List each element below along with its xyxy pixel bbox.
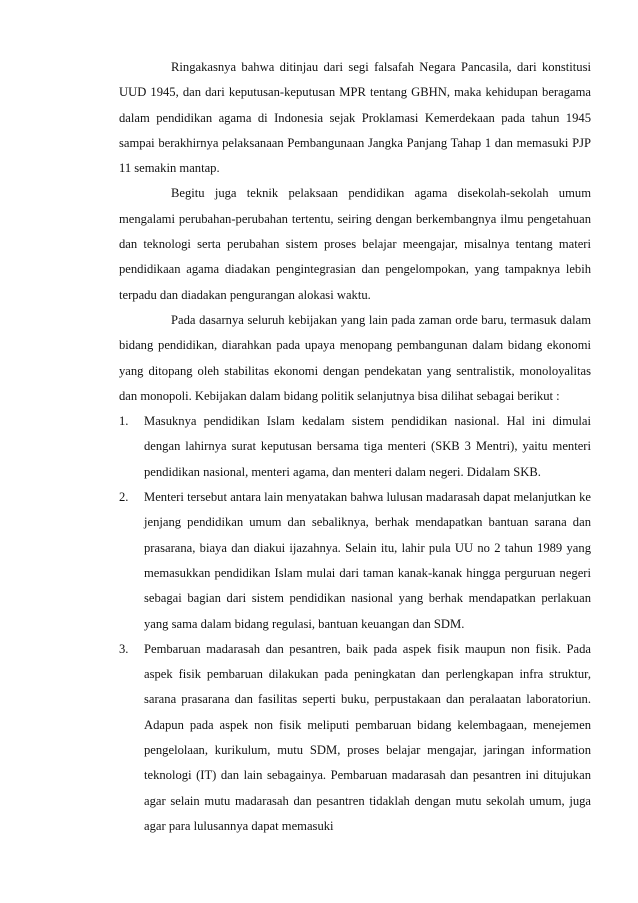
list-number-2: 2.	[119, 490, 129, 505]
list-text-2: Menteri tersebut antara lain menyatakan bahwa lulusan madarasah dapat melanjutkan ke jenjang pendidikan umum dan sebaliknya, berhak mendapatkan bantuan sarana dan prasarana, biaya dan diakui ijazahnya. Selain itu, lahir pula UU no 2 tahun 1989 yang memasukkan pendidikan Islam mulai dari taman kanak-kanak hingga perguruan negeri sebagai bagian dari sistem pendidikan nasional yang berhak mendapatkan perlakuan yang sama dalam bidang regulasi, bantuan keuangan dan SDM.	[144, 490, 591, 631]
list-item-3	[119, 637, 591, 839]
paragraph-3: Pada dasarnya seluruh kebijakan yang lain pada zaman orde baru, termasuk dalam bidang pendidikan, diarahkan pada upaya menopang pembangunan dalam bidang ekonomi yang ditopang oleh stabilitas ekonomi dengan pendekatan yang sentralistik, monoloyalitas dan monopoli. Kebijakan dalam bidang politik selanjutnya bisa dilihat sebagai berikut :	[119, 312, 591, 403]
list-text-1: Masuknya pendidikan Islam kedalam sistem pendidikan nasional. Hal ini dimulai dengan lahirnya surat keputusan bersama tiga menteri (SKB 3 Mentri), yaitu menteri pendidikan nasional, menteri agama, dan menteri dalam negeri. Didalam SKB.	[144, 414, 591, 479]
list-number-1: 1.	[119, 414, 129, 429]
numbered-list	[119, 409, 591, 839]
paragraph-2: Begitu juga teknik pelaksaan pendidikan agama disekolah-sekolah umum mengalami perubahan-perubahan tertentu, seiring dengan berkembangnya ilmu pengetahuan dan teknologi serta perubahan sistem proses belajar meengajar, misalnya tentang materi pendidikaan agama diadakan pengintegrasian dan pengelompokan, yang tampaknya lebih terpadu dan diadakan pengurangan alokasi waktu.	[119, 186, 591, 302]
page-content	[119, 55, 591, 839]
list-item-2	[119, 485, 591, 637]
paragraph-1: Ringakasnya bahwa ditinjau dari segi falsafah Negara Pancasila, dari konstitusi UUD 1945, dan dari keputusan-keputusan MPR tentang GBHN, maka kehidupan beragama dalam pendidikan agama di Indonesia sejak Proklamasi Kemerdekaan pada tahun 1945 sampai berakhirnya pelaksanaan Pembangunaan Jangka Panjang Tahap 1 dan memasuki PJP 11 semakin mantap.	[119, 60, 591, 176]
list-number-3: 3.	[119, 641, 129, 656]
list-item-1	[119, 409, 591, 485]
list-text-3: Pembaruan madarasah dan pesantren, baik pada aspek fisik maupun non fisik. Pada aspek fisik pembaruan dilakukan pada peningkatan dan perlengkapan infra struktur, sarana prasarana dan fasilitas seperti buku, perpustakaan dan peralaatan laboratoriun. Adapun pada aspek non fisik meliputi pembaruan bidang kelembagaan, menejemen pengelolaan, kurikulum, mutu SDM, proses belajar mengajar, jaringan information teknologi (IT) dan lain sebagainya. Pembaruan madarasah dan pesantren ini ditujukan agar selain mutu madarasah dan pesantren tidaklah dengan mutu sekolah umum, juga agar para lulusannya dapat memasuki	[144, 641, 591, 833]
